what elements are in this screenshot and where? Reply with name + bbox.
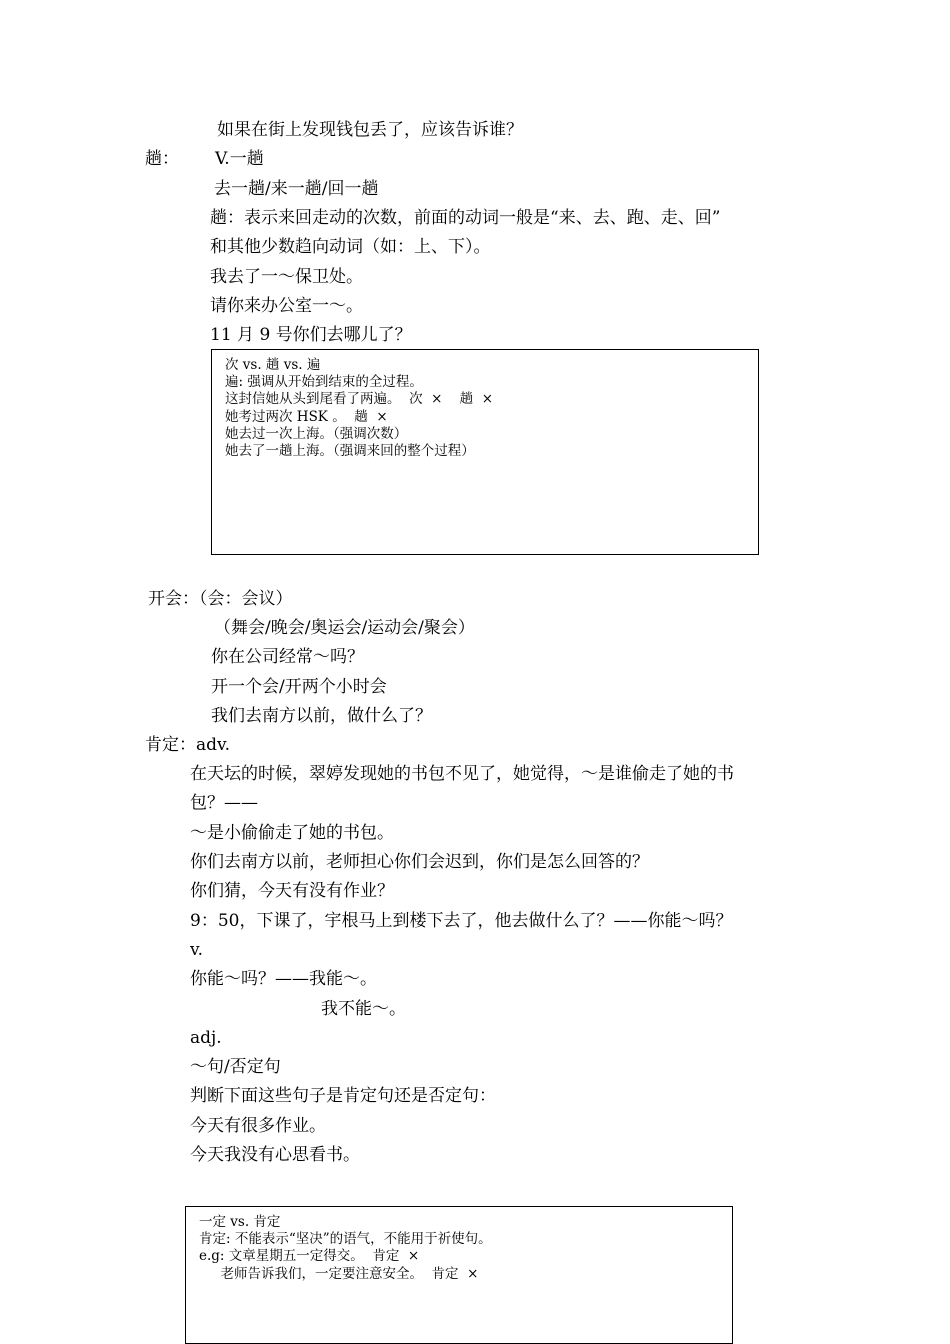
tang-pattern: V.一趟 — [215, 149, 264, 169]
term-kaihui-heading: 开会：（会：会议） — [148, 589, 293, 609]
tang-examples: 去一趟/来一趟/回一趟 — [214, 179, 379, 199]
kending-pos-adj: adj. — [190, 1028, 222, 1048]
box1-line-1: 次 vs. 趟 vs. 遍 — [225, 357, 321, 373]
box2-line-4: 老师告诉我们，一定要注意安全。 肯定 × — [199, 1265, 479, 1282]
box1-line-4: 她考过两次 HSK 。 趟 × — [225, 408, 388, 425]
box1-line-5: 她去过一次上海。（强调次数） — [225, 425, 408, 442]
kaihui-sentence-2: 开一个会/开两个小时会 — [211, 677, 387, 697]
tang-sentence-3: 11 月 9 号你们去哪儿了？ — [210, 325, 412, 345]
box1-line-3: 这封信她从头到尾看了两遍。 次 × 趟 × — [225, 391, 494, 408]
kaihui-sentence-1: 你在公司经常～吗？ — [211, 647, 364, 667]
kending-sentence-3: 你们去南方以前，老师担心你们会迟到，你们是怎么回答的？ — [190, 852, 649, 872]
box1-line-2: 遍: 强调从开始到结束的全过程。 — [225, 374, 423, 391]
kending-sentence-1a: 在天坛的时候，翠婷发现她的书包不见了，她觉得，～是谁偷走了她的书 — [190, 764, 734, 784]
kending-sentence-5: 9：50，下课了，宇根马上到楼下去了，他去做什么了？——你能～吗？ — [190, 911, 733, 931]
term-kending-heading: 肯定：adv. — [145, 735, 231, 755]
kending-sentence-2: ～是小偷偷走了她的书包。 — [190, 823, 394, 843]
box2-line-3: e.g: 文章星期五一定得交。 肯定 × — [199, 1248, 420, 1265]
kending-sentence-7: 我不能～。 — [321, 999, 406, 1019]
kending-sentence-4: 你们猜，今天有没有作业？ — [190, 881, 394, 901]
kending-sentence-9: 判断下面这些句子是肯定句还是否定句： — [190, 1086, 496, 1106]
tang-note-line-2: 和其他少数趋向动词（如：上、下）。 — [210, 237, 491, 257]
intro-question: 如果在街上发现钱包丢了，应该告诉谁？ — [217, 120, 523, 140]
box1-line-6: 她去了一趟上海。（强调来回的整个过程） — [225, 443, 475, 460]
term-tang-heading: 趟： — [145, 149, 179, 169]
kaihui-sentence-3: 我们去南方以前，做什么了？ — [211, 706, 432, 726]
box2-line-2: 肯定: 不能表示“坚决”的语气，不能用于祈使句。 — [199, 1231, 492, 1248]
tang-sentence-2: 请你来办公室一～。 — [210, 296, 363, 316]
box2-line-1: 一定 vs. 肯定 — [199, 1214, 281, 1230]
tang-sentence-1: 我去了一～保卫处。 — [210, 267, 363, 287]
comparison-box-ci-tang-bian — [211, 349, 759, 555]
kending-sentence-6: 你能～吗？——我能～。 — [190, 969, 377, 989]
kending-sentence-10: 今天有很多作业。 — [190, 1116, 326, 1136]
kending-sentence-1b: 包？—— — [190, 793, 258, 813]
comparison-box-yiding-kending — [185, 1206, 733, 1344]
tang-note-line-1: 趟：表示来回走动的次数，前面的动词一般是“来、去、跑、走、回” — [210, 208, 721, 228]
kending-sentence-11: 今天我没有心思看书。 — [190, 1145, 360, 1165]
kaihui-sub-list: （舞会/晚会/奥运会/运动会/聚会） — [214, 618, 475, 638]
kending-pos-verb: v. — [190, 940, 203, 960]
kending-sentence-8: ～句/否定句 — [190, 1057, 281, 1077]
